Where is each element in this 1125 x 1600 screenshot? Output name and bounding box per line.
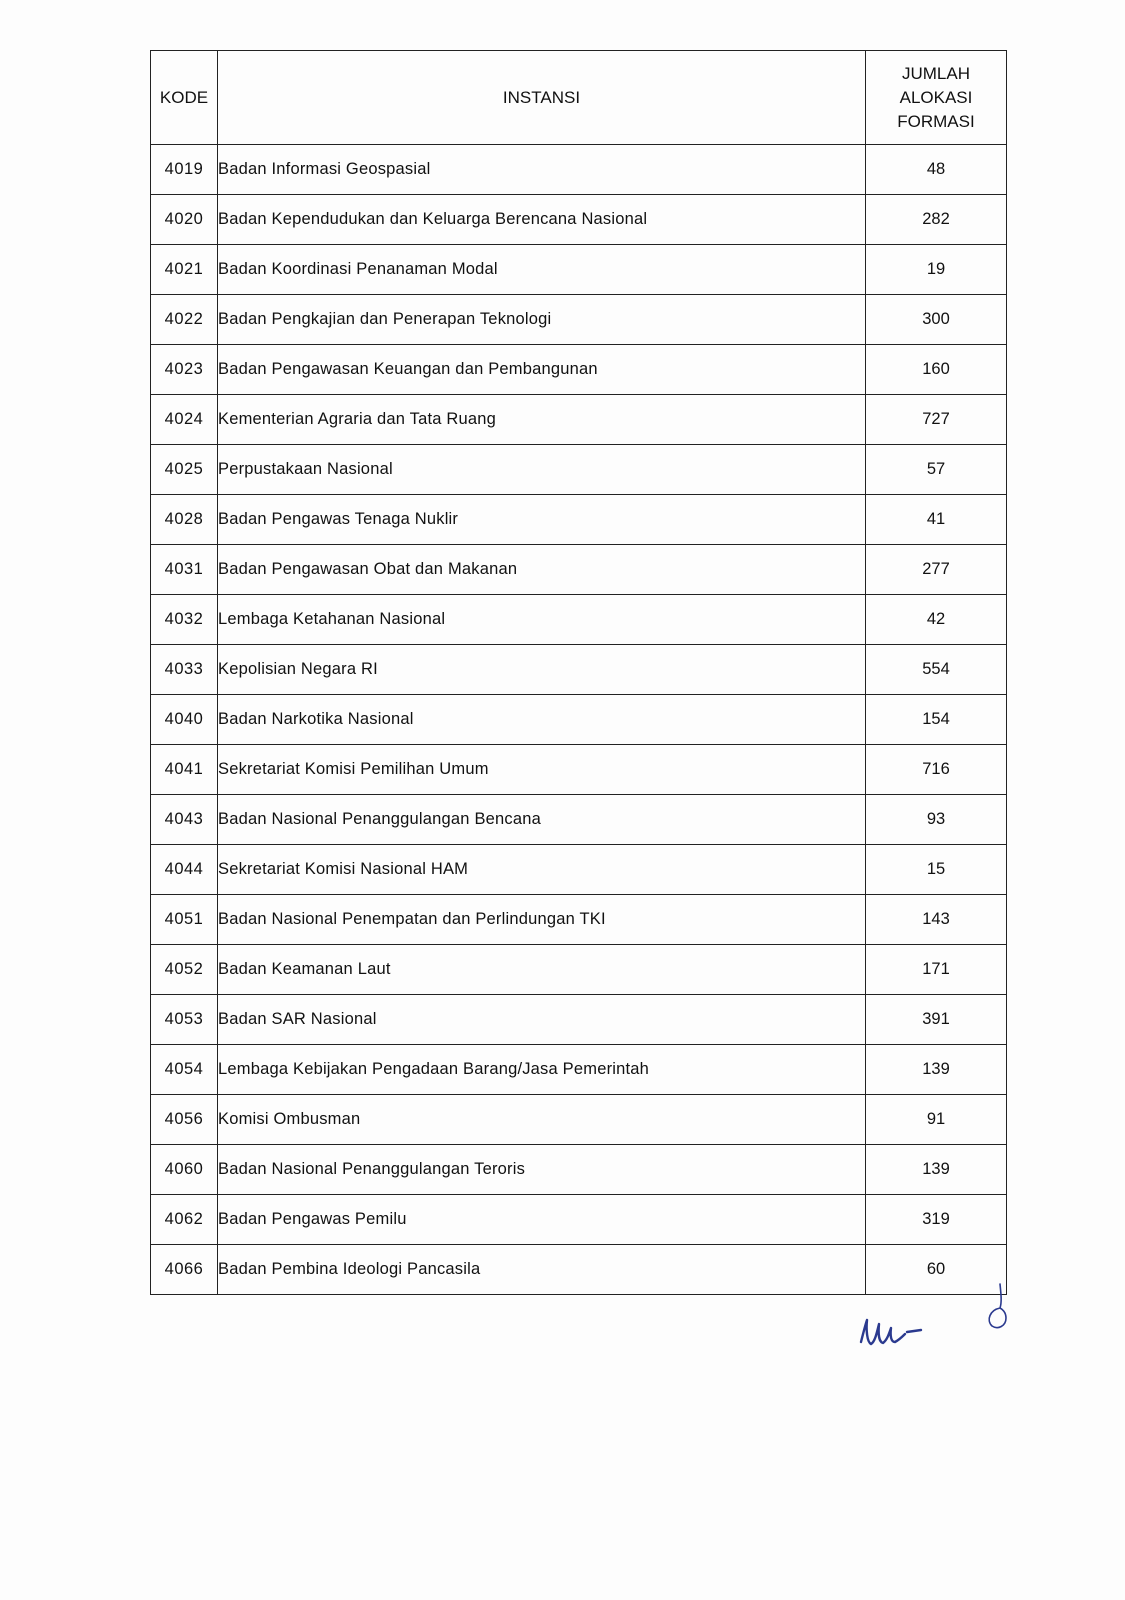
table-row bbox=[151, 195, 1007, 245]
cell-jumlah: 19 bbox=[866, 245, 1007, 295]
cell-instansi: Badan Narkotika Nasional bbox=[218, 695, 866, 745]
cell-kode: 4024 bbox=[151, 395, 218, 445]
cell-jumlah: 42 bbox=[866, 595, 1007, 645]
cell-jumlah: 154 bbox=[866, 695, 1007, 745]
cell-instansi: Perpustakaan Nasional bbox=[218, 445, 866, 495]
cell-instansi: Badan Pengkajian dan Penerapan Teknologi bbox=[218, 295, 866, 345]
cell-kode: 4051 bbox=[151, 895, 218, 945]
cell-jumlah: 277 bbox=[866, 545, 1007, 595]
cell-kode: 4052 bbox=[151, 945, 218, 995]
cell-jumlah: 48 bbox=[866, 145, 1007, 195]
cell-kode: 4040 bbox=[151, 695, 218, 745]
cell-kode: 4053 bbox=[151, 995, 218, 1045]
cell-instansi: Komisi Ombusman bbox=[218, 1095, 866, 1145]
cell-kode: 4032 bbox=[151, 595, 218, 645]
cell-jumlah: 15 bbox=[866, 845, 1007, 895]
table-row bbox=[151, 695, 1007, 745]
cell-jumlah: 171 bbox=[866, 945, 1007, 995]
table-row bbox=[151, 795, 1007, 845]
table-row bbox=[151, 845, 1007, 895]
cell-instansi: Badan Pengawasan Obat dan Makanan bbox=[218, 545, 866, 595]
cell-kode: 4020 bbox=[151, 195, 218, 245]
table-row bbox=[151, 145, 1007, 195]
cell-jumlah: 41 bbox=[866, 495, 1007, 545]
cell-jumlah: 143 bbox=[866, 895, 1007, 945]
cell-instansi: Badan Nasional Penempatan dan Perlindungan TKI bbox=[218, 895, 866, 945]
table-row bbox=[151, 595, 1007, 645]
cell-instansi: Kementerian Agraria dan Tata Ruang bbox=[218, 395, 866, 445]
table-row bbox=[151, 995, 1007, 1045]
initial-signature bbox=[855, 1312, 925, 1352]
cell-jumlah: 727 bbox=[866, 395, 1007, 445]
table-row bbox=[151, 445, 1007, 495]
cell-jumlah: 91 bbox=[866, 1095, 1007, 1145]
table-row bbox=[151, 295, 1007, 345]
cell-instansi: Badan Keamanan Laut bbox=[218, 945, 866, 995]
cell-jumlah: 57 bbox=[866, 445, 1007, 495]
cell-kode: 4054 bbox=[151, 1045, 218, 1095]
cell-instansi: Lembaga Ketahanan Nasional bbox=[218, 595, 866, 645]
cell-jumlah: 282 bbox=[866, 195, 1007, 245]
cell-kode: 4025 bbox=[151, 445, 218, 495]
cell-instansi: Badan Pembina Ideologi Pancasila bbox=[218, 1245, 866, 1295]
cell-kode: 4021 bbox=[151, 245, 218, 295]
table-row bbox=[151, 1195, 1007, 1245]
cell-kode: 4041 bbox=[151, 745, 218, 795]
cell-instansi: Kepolisian Negara RI bbox=[218, 645, 866, 695]
cell-instansi: Badan Koordinasi Penanaman Modal bbox=[218, 245, 866, 295]
cell-instansi: Lembaga Kebijakan Pengadaan Barang/Jasa Pemerintah bbox=[218, 1045, 866, 1095]
table-row bbox=[151, 245, 1007, 295]
cell-instansi: Badan Kependudukan dan Keluarga Berencana Nasional bbox=[218, 195, 866, 245]
cell-instansi: Badan Nasional Penanggulangan Bencana bbox=[218, 795, 866, 845]
cell-kode: 4056 bbox=[151, 1095, 218, 1145]
cell-kode: 4022 bbox=[151, 295, 218, 345]
table-row bbox=[151, 645, 1007, 695]
header-kode: KODE bbox=[151, 51, 218, 145]
cell-kode: 4066 bbox=[151, 1245, 218, 1295]
cell-kode: 4031 bbox=[151, 545, 218, 595]
cell-instansi: Badan Pengawasan Keuangan dan Pembangunan bbox=[218, 345, 866, 395]
cell-instansi: Badan Pengawas Pemilu bbox=[218, 1195, 866, 1245]
cell-instansi: Badan Nasional Penanggulangan Teroris bbox=[218, 1145, 866, 1195]
cell-kode: 4023 bbox=[151, 345, 218, 395]
cell-jumlah: 139 bbox=[866, 1145, 1007, 1195]
header-jumlah-line3: FORMASI bbox=[897, 111, 975, 131]
table-row bbox=[151, 945, 1007, 995]
cell-instansi: Badan Pengawas Tenaga Nuklir bbox=[218, 495, 866, 545]
table-row bbox=[151, 495, 1007, 545]
table-row bbox=[151, 1045, 1007, 1095]
header-instansi: INSTANSI bbox=[218, 51, 866, 145]
cell-jumlah: 554 bbox=[866, 645, 1007, 695]
cell-instansi: Badan Informasi Geospasial bbox=[218, 145, 866, 195]
header-jumlah-line2: ALOKASI bbox=[899, 87, 973, 107]
cell-kode: 4043 bbox=[151, 795, 218, 845]
cell-instansi: Sekretariat Komisi Pemilihan Umum bbox=[218, 745, 866, 795]
table-row bbox=[151, 545, 1007, 595]
formasi-allocation-table bbox=[150, 50, 1007, 1295]
header-jumlah-line1: JUMLAH bbox=[901, 63, 970, 83]
table-row bbox=[151, 1145, 1007, 1195]
cell-instansi: Badan SAR Nasional bbox=[218, 995, 866, 1045]
table-row bbox=[151, 395, 1007, 445]
cell-instansi: Sekretariat Komisi Nasional HAM bbox=[218, 845, 866, 895]
cell-kode: 4019 bbox=[151, 145, 218, 195]
table-row bbox=[151, 1245, 1007, 1295]
table-row bbox=[151, 345, 1007, 395]
cell-jumlah: 716 bbox=[866, 745, 1007, 795]
cell-kode: 4060 bbox=[151, 1145, 218, 1195]
cell-kode: 4033 bbox=[151, 645, 218, 695]
cell-jumlah: 319 bbox=[866, 1195, 1007, 1245]
cell-kode: 4044 bbox=[151, 845, 218, 895]
cell-jumlah: 139 bbox=[866, 1045, 1007, 1095]
table-row bbox=[151, 1095, 1007, 1145]
table-header-row bbox=[151, 51, 1007, 145]
table-row bbox=[151, 895, 1007, 945]
cell-jumlah: 160 bbox=[866, 345, 1007, 395]
header-jumlah-alokasi-formasi bbox=[866, 51, 1007, 145]
cell-jumlah: 300 bbox=[866, 295, 1007, 345]
cell-jumlah: 391 bbox=[866, 995, 1007, 1045]
page-paraf-mark bbox=[980, 1282, 1020, 1332]
cell-kode: 4028 bbox=[151, 495, 218, 545]
cell-jumlah: 93 bbox=[866, 795, 1007, 845]
cell-jumlah: 60 bbox=[866, 1245, 1007, 1295]
table-body bbox=[151, 145, 1007, 1295]
cell-kode: 4062 bbox=[151, 1195, 218, 1245]
table-row bbox=[151, 745, 1007, 795]
